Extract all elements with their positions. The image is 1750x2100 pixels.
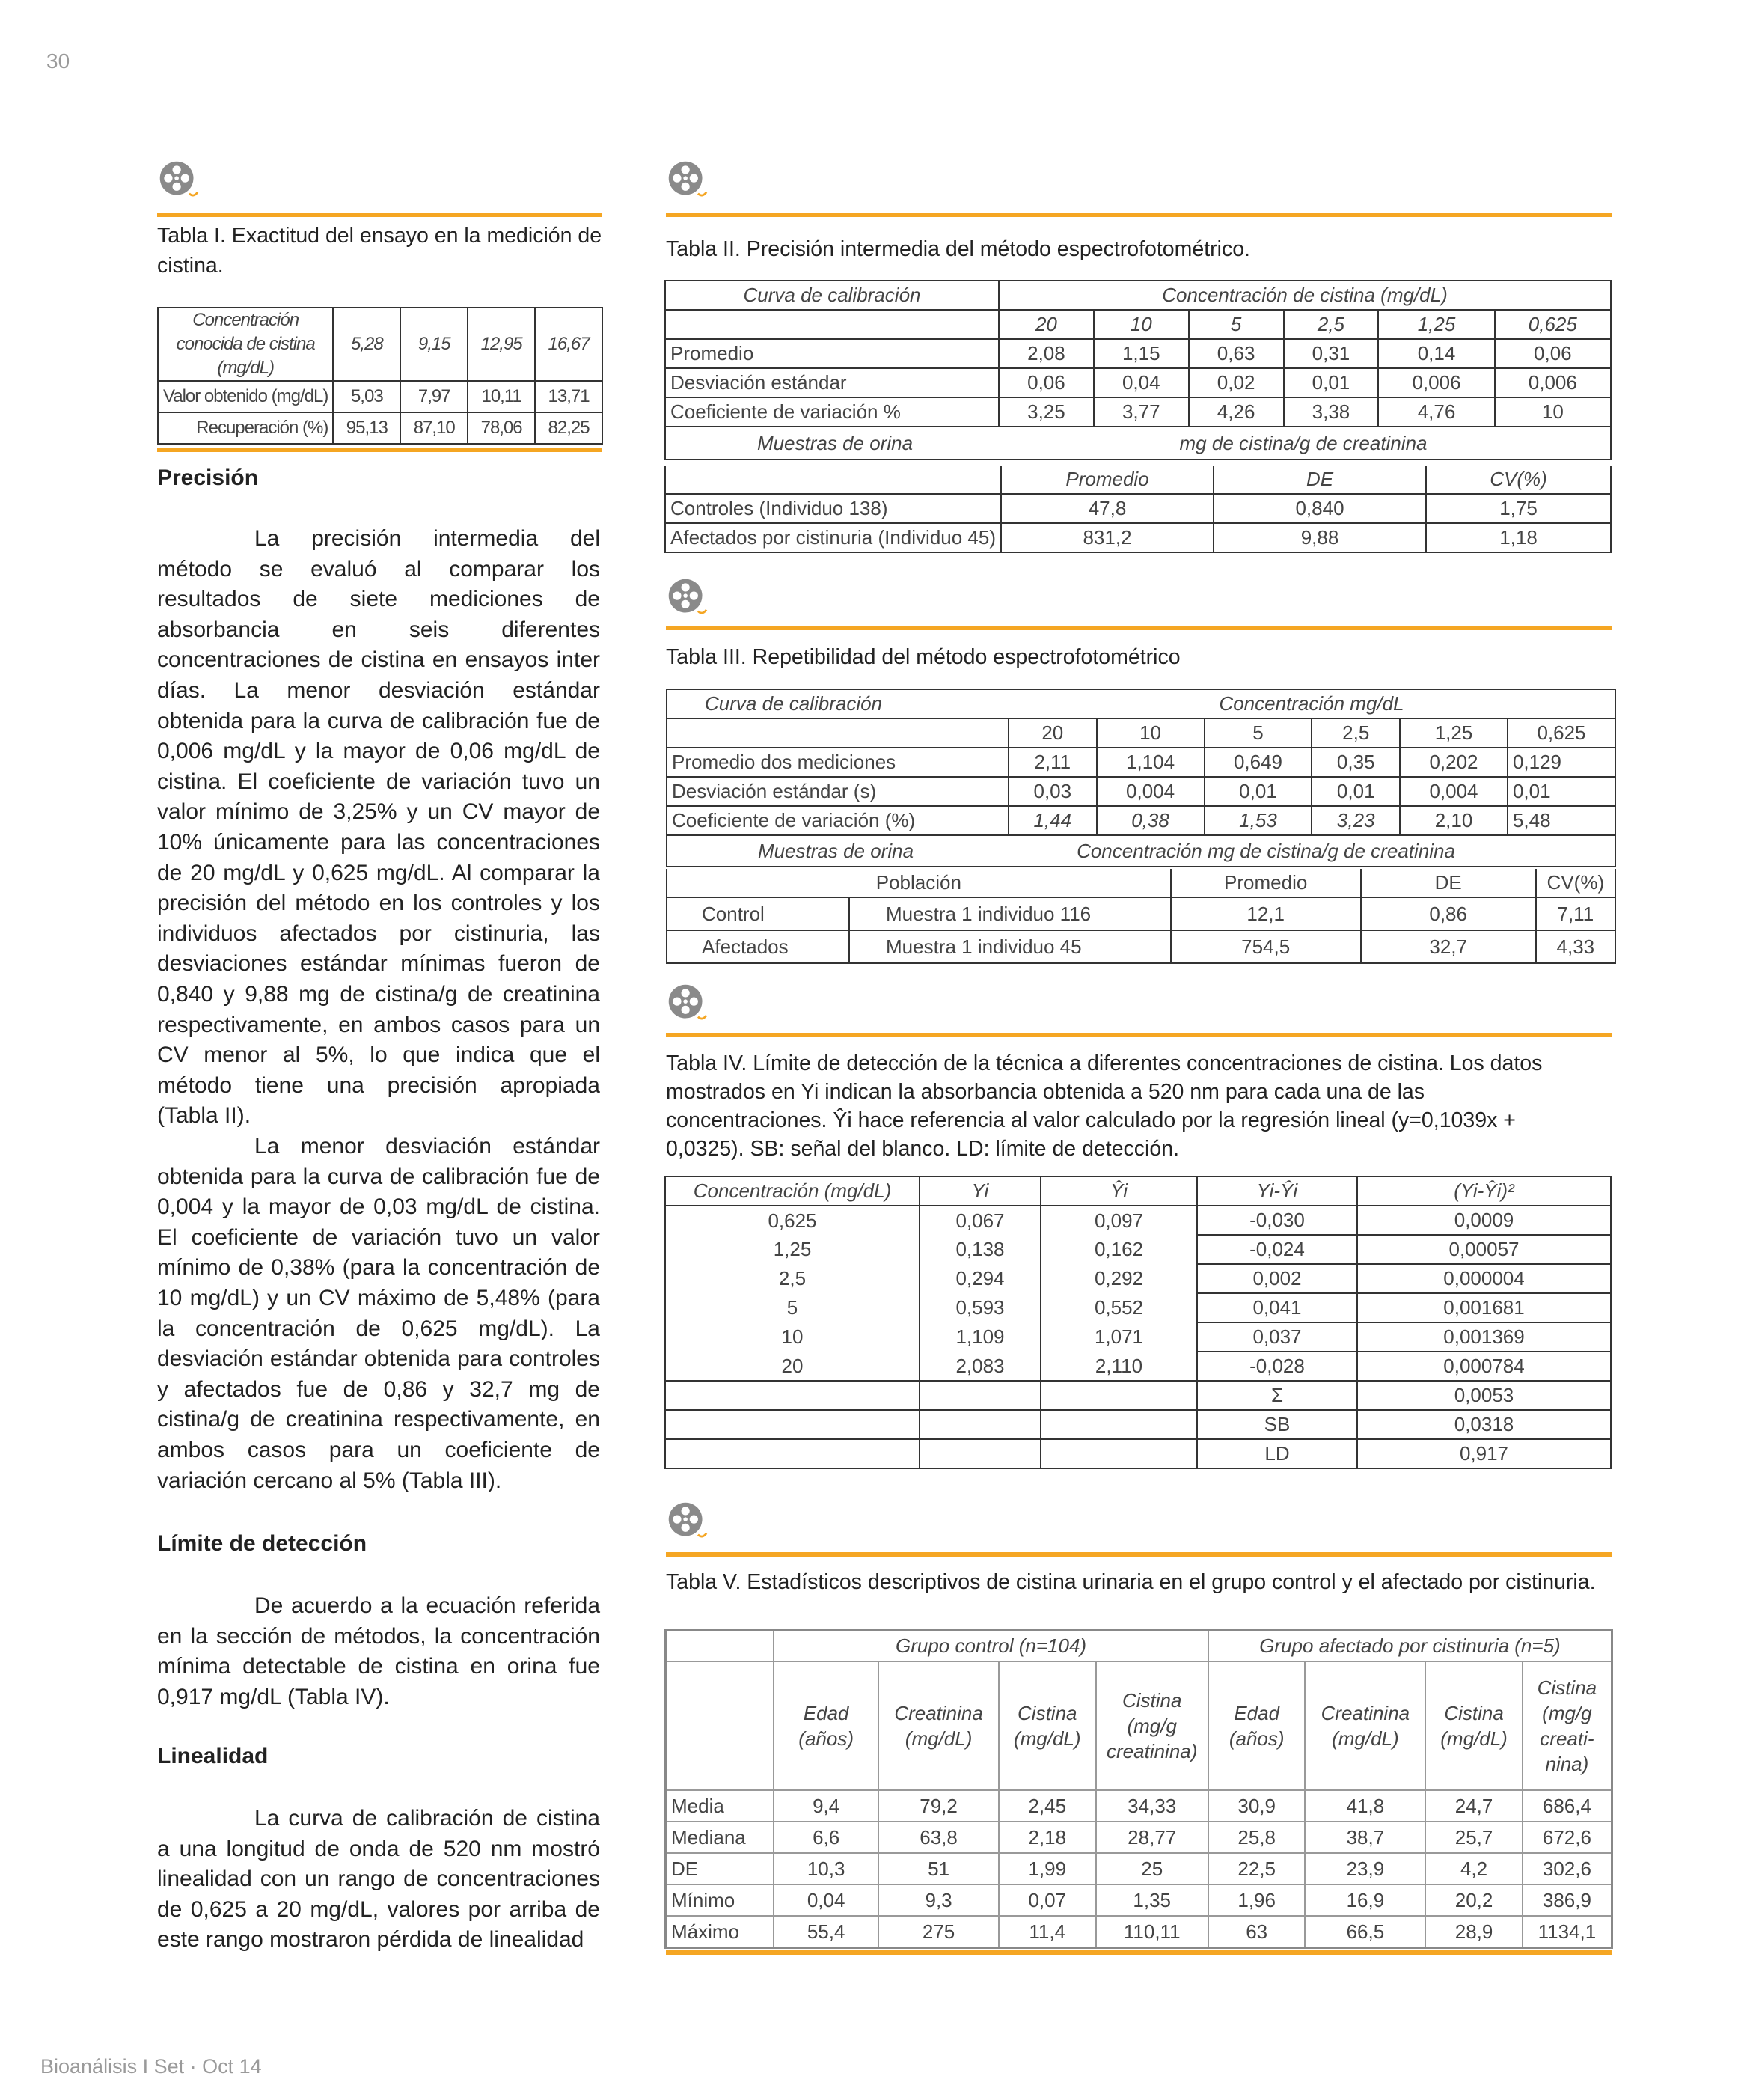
table-row: [665, 1322, 1611, 1352]
table-cell: 6,6: [774, 1822, 878, 1853]
table-cell: 0,38: [1097, 806, 1205, 835]
table-header-cell: Población: [667, 869, 1171, 897]
table-header-cell: Creatinina (mg/dL): [1305, 1661, 1425, 1790]
table-cell: 10: [665, 1322, 920, 1352]
unit-label: Concentración mg de cistina/g de creatinina: [1077, 839, 1455, 862]
table-header-cell: CV(%): [1536, 869, 1615, 897]
muestras-label: Muestras de orina: [756, 431, 914, 454]
table-cell: 11,4: [999, 1916, 1096, 1948]
table-cell: 66,5: [1305, 1916, 1425, 1948]
film-reel-icon: [666, 159, 708, 201]
table-cell: 12,1: [1171, 897, 1361, 930]
table-cell: 0,01: [1508, 777, 1615, 806]
table-cell: 1,96: [1208, 1884, 1306, 1916]
table-row: [665, 1381, 1611, 1410]
table-header-cell: DE: [1214, 466, 1426, 494]
table-cell: 2,11: [1009, 748, 1097, 777]
table-row: [158, 412, 602, 444]
table-cell: 32,7: [1361, 930, 1536, 963]
table-header-cell: Concentración (mg/dL): [665, 1176, 920, 1206]
table-cell: [665, 310, 999, 339]
table-cell: Recuperación (%): [158, 412, 333, 444]
table-cell: 51: [878, 1853, 999, 1884]
table-cell: 0,917: [1357, 1439, 1611, 1468]
table-header-cell: 2,5: [1312, 718, 1400, 748]
table-cell: 2,45: [999, 1790, 1096, 1822]
table-cell: 0,86: [1361, 897, 1536, 930]
footer: Bioanálisis I Set · Oct 14: [40, 2055, 262, 2078]
table-cell: 0,0053: [1357, 1381, 1611, 1410]
table-row: [667, 777, 1615, 806]
tabla1: [157, 307, 603, 445]
section-heading-precision: Precisión: [157, 466, 259, 490]
table-cell: 1,18: [1426, 523, 1611, 552]
table-cell: [920, 1381, 1041, 1410]
table-cell: 0,0318: [1357, 1410, 1611, 1439]
table-row: [665, 466, 1611, 494]
table-row: [667, 930, 1615, 963]
table-cell: [667, 835, 1615, 867]
table-cell: 0,625: [665, 1206, 920, 1235]
table-cell: -0,024: [1197, 1235, 1357, 1264]
table-cell: Muestra 1 individuo 45: [849, 930, 1171, 963]
film-reel-icon: [666, 982, 708, 1024]
table-row: [158, 308, 602, 381]
table-cell: 1,53: [1205, 806, 1312, 835]
table-cell: Controles (Individuo 138): [665, 494, 1001, 523]
table-cell: Desviación estándar: [665, 368, 999, 397]
table-cell: 0,552: [1041, 1293, 1197, 1322]
table-header-cell: Concentración de cistina (mg/dL): [999, 281, 1611, 310]
table-cell: 1,44: [1009, 806, 1097, 835]
table-cell: Máximo: [666, 1916, 774, 1948]
table-cell: 41,8: [1305, 1790, 1425, 1822]
linealidad-body: [157, 1804, 600, 1956]
table-cell: 0,07: [999, 1884, 1096, 1916]
table-cell: 25: [1096, 1853, 1208, 1884]
table-cell: Mínimo: [666, 1884, 774, 1916]
orange-rule: [666, 1950, 1612, 1955]
precision-body: [157, 524, 600, 1132]
table-cell: Muestra 1 individuo 116: [849, 897, 1171, 930]
table-row: [665, 1176, 1611, 1206]
table-cell: [665, 1439, 920, 1468]
table-row: [158, 381, 602, 412]
table-cell: 110,11: [1096, 1916, 1208, 1948]
table-cell: Σ: [1197, 1381, 1357, 1410]
table-cell: [665, 466, 1001, 494]
table-cell: 28,77: [1096, 1822, 1208, 1853]
table-cell: 10,11: [468, 381, 535, 412]
table-cell: 0,01: [1284, 368, 1379, 397]
paragraph: La curva de calibración de cistina a una longitud de onda de 520 nm mostró linealidad con un rango de concentraciones de 0,625 a 20 mg/dL, valores por arriba de este rango mostraron pérdida de linealidad: [157, 1806, 600, 1953]
table-row: [665, 427, 1611, 460]
table-header-cell: 20: [999, 310, 1094, 339]
table-cell: 5,03: [333, 381, 400, 412]
table-cell: Promedio dos mediciones: [667, 748, 1009, 777]
table-cell: 0,067: [920, 1206, 1041, 1235]
table-cell: Desviación estándar (s): [667, 777, 1009, 806]
paragraph: La precisión intermedia del método se evaluó al comparar los resultados de siete mediciones de absorbancia en seis diferentes concentraciones de cistina en ensayos inter días. La menor desviación estándar obtenida para la curva de calibración fue de 0,006 mg/dL y la mayor de 0,06 mg/dL de cistina. El coeficiente de variación tuvo un valor mínimo de 3,25% y un CV mayor de 10% únicamente para las concentraciones de 20 mg/dL y 0,625 mg/dL. Al comparar la precisión del método en los controles y los individuos afectados por cistinuria, las desviaciones estándar mínimas fueron de 0,840 y 9,88 mg de cistina/g de creatinina respectivamente, en ambos casos para un CV menor al 5%, lo que indica que el método tiene una precisión apropiada (Tabla II).: [157, 526, 600, 1129]
table-header-cell: Grupo control (n=104): [774, 1630, 1208, 1662]
table-cell: 0,004: [1097, 777, 1205, 806]
tabla5-caption: Tabla V. Estadísticos descriptivos de cistina urinaria en el grupo control y el afectado por cistinuria.: [666, 1570, 1596, 1594]
table-cell: Promedio: [665, 339, 999, 368]
table-header-cell: 0,625: [1495, 310, 1611, 339]
table-header-cell: Ŷi: [1041, 1176, 1197, 1206]
table-header-cell: Concentración mg/dL: [1009, 689, 1615, 718]
table-cell: 0,03: [1009, 777, 1097, 806]
table-cell: 1,15: [1094, 339, 1189, 368]
table-header-cell: 9,15: [400, 308, 468, 381]
film-reel-icon: [666, 1500, 708, 1542]
table-cell: [1041, 1381, 1197, 1410]
table-row: [665, 368, 1611, 397]
table-cell: [665, 427, 1611, 460]
table-cell: 47,8: [1001, 494, 1214, 523]
table-cell: 3,25: [999, 397, 1094, 427]
table-row: [665, 1410, 1611, 1439]
table-cell: 0,06: [999, 368, 1094, 397]
unit-label: mg de cistina/g de creatinina: [1179, 431, 1428, 454]
table-cell: LD: [1197, 1439, 1357, 1468]
tabla1-caption: Tabla I. Exactitud del ensayo en la medición de cistina.: [157, 224, 602, 278]
table-cell: [665, 1410, 920, 1439]
table-cell: 0,097: [1041, 1206, 1197, 1235]
table-cell: 0,593: [920, 1293, 1041, 1322]
limite-body: [157, 1591, 600, 1712]
table-cell: 302,6: [1523, 1853, 1612, 1884]
table-header-cell: Yi-Ŷi: [1197, 1176, 1357, 1206]
orange-rule: [157, 213, 602, 217]
table-cell: 275: [878, 1916, 999, 1948]
table-cell: 0,02: [1189, 368, 1284, 397]
table-cell: [666, 1661, 774, 1790]
table-header-cell: 10: [1094, 310, 1189, 339]
table-cell: 4,33: [1536, 930, 1615, 963]
table-cell: 10,3: [774, 1853, 878, 1884]
table-cell: 63,8: [878, 1822, 999, 1853]
orange-rule: [666, 626, 1612, 630]
table-cell: 2,110: [1041, 1352, 1197, 1381]
table-row: [666, 1916, 1612, 1948]
table-cell: [1041, 1439, 1197, 1468]
table-cell: 1,071: [1041, 1322, 1197, 1352]
table-cell: 386,9: [1523, 1884, 1612, 1916]
tabla4: [664, 1176, 1612, 1469]
table-cell: 0,037: [1197, 1322, 1357, 1352]
table-cell: 78,06: [468, 412, 535, 444]
table-row: [666, 1630, 1612, 1662]
table-cell: 0,001369: [1357, 1322, 1611, 1352]
table-cell: 0,162: [1041, 1235, 1197, 1264]
table-header-cell: Grupo afectado por cistinuria (n=5): [1208, 1630, 1612, 1662]
table-cell: 82,25: [535, 412, 602, 444]
table-cell: 2,083: [920, 1352, 1041, 1381]
table-cell: 22,5: [1208, 1853, 1306, 1884]
table-header-cell: 1,25: [1378, 310, 1494, 339]
table-row: [666, 1853, 1612, 1884]
table-row: [667, 718, 1615, 748]
table-header-cell: Edad (años): [1208, 1661, 1306, 1790]
table-cell: 0,01: [1205, 777, 1312, 806]
table-cell: 0,129: [1508, 748, 1615, 777]
table-cell: [667, 718, 1009, 748]
table-cell: 0,292: [1041, 1264, 1197, 1293]
table-cell: 0,06: [1495, 339, 1611, 368]
tabla2-muestras: [664, 466, 1612, 553]
table-cell: 754,5: [1171, 930, 1361, 963]
paragraph: De acuerdo a la ecuación referida en la sección de métodos, la concentración mínima detectable de cistina en orina fue 0,917 mg/dL (Tabla IV).: [157, 1593, 600, 1709]
table-cell: Coeficiente de variación (%): [667, 806, 1009, 835]
table-row: [665, 1352, 1611, 1381]
table-cell: 0,041: [1197, 1293, 1357, 1322]
tabla5: [664, 1629, 1613, 1949]
table-cell: 23,9: [1305, 1853, 1425, 1884]
table-cell: 0,04: [774, 1884, 878, 1916]
table-cell: 1,75: [1426, 494, 1611, 523]
table-cell: 38,7: [1305, 1822, 1425, 1853]
table-cell: Afectados por cistinuria (Individuo 45): [665, 523, 1001, 552]
table-header-cell: Promedio: [1171, 869, 1361, 897]
table-row: [665, 1293, 1611, 1322]
tabla2: [664, 280, 1612, 460]
table-header-cell: Cistina (mg/dL): [1425, 1661, 1523, 1790]
table-cell: 63: [1208, 1916, 1306, 1948]
table-cell: -0,028: [1197, 1352, 1357, 1381]
table-cell: 7,97: [400, 381, 468, 412]
table-row: [665, 397, 1611, 427]
orange-rule: [157, 448, 602, 452]
table-header-cell: 1,25: [1400, 718, 1508, 748]
table-cell: 0,006: [1378, 368, 1494, 397]
table-cell: Control: [667, 897, 849, 930]
table-header-cell: (Yi-Ŷi)²: [1357, 1176, 1611, 1206]
table-cell: 0,294: [920, 1264, 1041, 1293]
table-header-cell: Creatinina (mg/dL): [878, 1661, 999, 1790]
table-header-cell: 5: [1189, 310, 1284, 339]
table-row: [665, 281, 1611, 310]
table-cell: 0,840: [1214, 494, 1426, 523]
table-cell: 24,7: [1425, 1790, 1523, 1822]
table-cell: 1,109: [920, 1322, 1041, 1352]
table-cell: Afectados: [667, 930, 849, 963]
tabla3-muestras: [666, 869, 1616, 964]
table-cell: 0,138: [920, 1235, 1041, 1264]
table-header-cell: Yi: [920, 1176, 1041, 1206]
table-row: [665, 1264, 1611, 1293]
table-header-cell: Edad (años): [774, 1661, 878, 1790]
page-number: 30: [46, 49, 73, 73]
table-cell: 10: [1495, 397, 1611, 427]
table-cell: 2,10: [1400, 806, 1508, 835]
table-header-cell: 10: [1097, 718, 1205, 748]
table-cell: 9,88: [1214, 523, 1426, 552]
table-cell: [1041, 1410, 1197, 1439]
table-cell: 16,9: [1305, 1884, 1425, 1916]
table-cell: 0,14: [1378, 339, 1494, 368]
table-cell: 3,38: [1284, 397, 1379, 427]
table-cell: 20,2: [1425, 1884, 1523, 1916]
table-row: [667, 748, 1615, 777]
muestras-label: Muestras de orina: [757, 839, 914, 862]
tabla2-caption: Tabla II. Precisión intermedia del método espectrofotométrico.: [666, 237, 1250, 261]
table-cell: 3,23: [1312, 806, 1400, 835]
table-cell: 95,13: [333, 412, 400, 444]
table-row: [667, 689, 1615, 718]
table-cell: 9,4: [774, 1790, 878, 1822]
table-cell: 1,104: [1097, 748, 1205, 777]
table-cell: 0,63: [1189, 339, 1284, 368]
table-row: [666, 1790, 1612, 1822]
table-header-cell: 2,5: [1284, 310, 1379, 339]
orange-rule: [666, 1552, 1612, 1557]
table-header-cell: 12,95: [468, 308, 535, 381]
table-cell: 34,33: [1096, 1790, 1208, 1822]
table-header-cell: Cistina (mg/g creatinina): [1096, 1661, 1208, 1790]
table-cell: 1,99: [999, 1853, 1096, 1884]
table-row: [665, 339, 1611, 368]
table-cell: 25,8: [1208, 1822, 1306, 1853]
table-row: [665, 494, 1611, 523]
table-row: [666, 1884, 1612, 1916]
tabla4-caption: Tabla IV. Límite de detección de la técnica a diferentes concentraciones de cistina. Los datos mostrados en Yi indican la absorbancia obtenida a 520 nm para cada una de las concentraciones. Ŷi hace referencia al valor calculado por la regresión lineal (y=0,1039x + 0,0325). SB: señal del blanco. LD: límite de detección.: [666, 1051, 1543, 1161]
table-cell: 9,3: [878, 1884, 999, 1916]
table-cell: 7,11: [1536, 897, 1615, 930]
orange-rule: [666, 213, 1612, 217]
table-cell: 1134,1: [1523, 1916, 1612, 1948]
table-cell: 30,9: [1208, 1790, 1306, 1822]
table-cell: Media: [666, 1790, 774, 1822]
table-cell: 87,10: [400, 412, 468, 444]
table-header-cell: Curva de calibración: [665, 281, 999, 310]
table-row: [667, 806, 1615, 835]
table-cell: 2,18: [999, 1822, 1096, 1853]
table-header-cell: Cistina (mg/dL): [999, 1661, 1096, 1790]
table-row: [665, 523, 1611, 552]
table-cell: 0,000004: [1357, 1264, 1611, 1293]
table-cell: 0,006: [1495, 368, 1611, 397]
table-cell: [665, 1381, 920, 1410]
table-header-cell: Curva de calibración: [667, 689, 1009, 718]
table-cell: 13,71: [535, 381, 602, 412]
table-cell: 1,35: [1096, 1884, 1208, 1916]
film-reel-icon: [666, 576, 708, 618]
table-header-cell: DE: [1361, 869, 1536, 897]
table-cell: 55,4: [774, 1916, 878, 1948]
table-header-cell: 5: [1205, 718, 1312, 748]
table-cell: 20: [665, 1352, 920, 1381]
paragraph: La menor desviación estándar obtenida para la curva de calibración fue de 0,004 y la mayor de 0,03 mg/dL de cistina. El coeficiente de variación tuvo un valor mínimo de 0,38% (para la concentración de 10 mg/dL) y un CV máximo de 5,48% (para la concentración de 0,625 mg/dL). La desviación estándar obtenida para controles y afectados fue de 0,86 y 32,7 mg de cistina/g de creatinina respectivamente, en ambos casos para un coeficiente de variación cercano al 5% (Tabla III).: [157, 1134, 600, 1493]
table-cell: 0,04: [1094, 368, 1189, 397]
table-header-cell: 16,67: [535, 308, 602, 381]
table-row: [665, 1235, 1611, 1264]
table-cell: 28,9: [1425, 1916, 1523, 1948]
tabla3: [666, 689, 1616, 867]
table-cell: 2,5: [665, 1264, 920, 1293]
table-cell: -0,030: [1197, 1206, 1357, 1235]
table-cell: Valor obtenido (mg/dL): [158, 381, 333, 412]
table-cell: Mediana: [666, 1822, 774, 1853]
table-cell: 0,0009: [1357, 1206, 1611, 1235]
table-row: [667, 897, 1615, 930]
table-row: [665, 310, 1611, 339]
table-header-cell: Cistina (mg/g creati-nina): [1523, 1661, 1612, 1790]
table-row: [666, 1661, 1612, 1790]
table-cell: 0,001681: [1357, 1293, 1611, 1322]
table-cell: 0,35: [1312, 748, 1400, 777]
table-cell: 0,01: [1312, 777, 1400, 806]
table-header-cell: CV(%): [1426, 466, 1611, 494]
table-cell: SB: [1197, 1410, 1357, 1439]
table-row: [665, 1206, 1611, 1235]
table-cell: 4,2: [1425, 1853, 1523, 1884]
table-header-cell: Promedio: [1001, 466, 1214, 494]
table-cell: [920, 1439, 1041, 1468]
table-cell: 1,25: [665, 1235, 920, 1264]
table-row: [667, 869, 1615, 897]
table-cell: 686,4: [1523, 1790, 1612, 1822]
orange-rule: [666, 1033, 1612, 1037]
table-cell: 0,00057: [1357, 1235, 1611, 1264]
table-row: [666, 1822, 1612, 1853]
film-reel-icon: [157, 159, 199, 201]
tabla3-caption: Tabla III. Repetibilidad del método espectrofotométrico: [666, 645, 1181, 669]
table-cell: 0,002: [1197, 1264, 1357, 1293]
table-cell: 0,649: [1205, 748, 1312, 777]
table-row: [667, 835, 1615, 867]
table-cell: Coeficiente de variación %: [665, 397, 999, 427]
table-cell: 0,000784: [1357, 1352, 1611, 1381]
table-cell: 4,76: [1378, 397, 1494, 427]
table-cell: DE: [666, 1853, 774, 1884]
table-cell: 0,202: [1400, 748, 1508, 777]
table-cell: 5: [665, 1293, 920, 1322]
table-cell: 672,6: [1523, 1822, 1612, 1853]
section-heading-linealidad: Linealidad: [157, 1744, 269, 1768]
table-cell: 831,2: [1001, 523, 1214, 552]
table-cell: 5,48: [1508, 806, 1615, 835]
table-cell: 0,004: [1400, 777, 1508, 806]
table-cell: [666, 1630, 774, 1662]
table-cell: [920, 1410, 1041, 1439]
table-cell: 3,77: [1094, 397, 1189, 427]
table-cell: 79,2: [878, 1790, 999, 1822]
table-header-cell: Concentración conocida de cistina (mg/dL): [158, 308, 333, 381]
table-header-cell: 20: [1009, 718, 1097, 748]
precision-body-2: [157, 1132, 600, 1496]
table-cell: 25,7: [1425, 1822, 1523, 1853]
table-cell: 4,26: [1189, 397, 1284, 427]
table-header-cell: 0,625: [1508, 718, 1615, 748]
table-header-cell: 5,28: [333, 308, 400, 381]
table-cell: 2,08: [999, 339, 1094, 368]
table-row: [665, 1439, 1611, 1468]
table-cell: 0,31: [1284, 339, 1379, 368]
section-heading-limite: Límite de detección: [157, 1531, 367, 1556]
